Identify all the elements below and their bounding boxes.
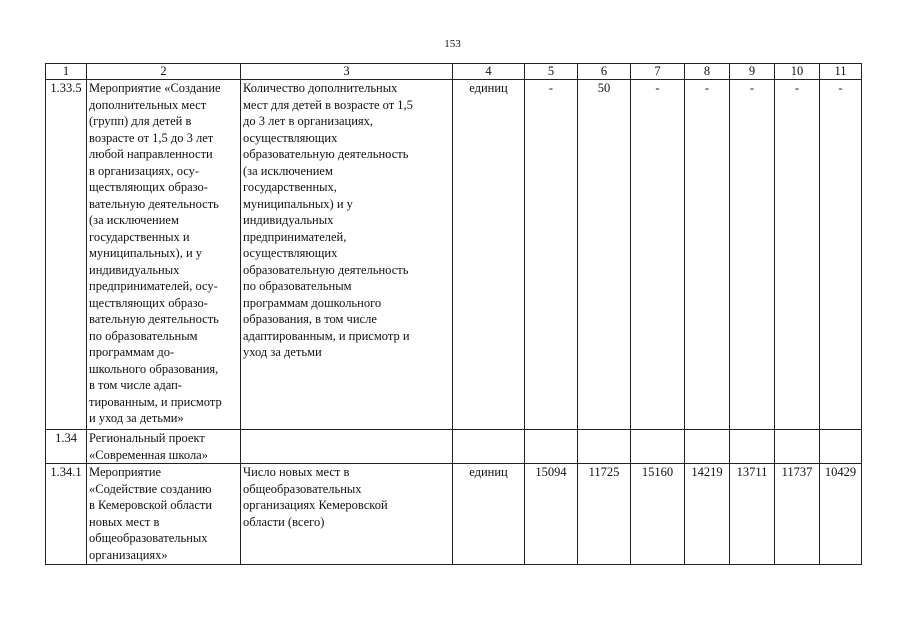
value-cell: 14219 (685, 464, 730, 565)
value-cell: 15094 (525, 464, 578, 565)
value-cell (820, 430, 862, 464)
value-cell (525, 430, 578, 464)
value-cell: - (820, 80, 862, 430)
table-row (46, 464, 862, 565)
indicators-table (45, 63, 862, 565)
value-cell: 15160 (631, 464, 685, 565)
unit-cell: единиц (453, 80, 525, 430)
event-cell: Региональный проект «Современная школа» (87, 430, 241, 464)
column-number: 2 (87, 64, 241, 80)
column-number: 4 (453, 64, 525, 80)
value-cell: 11725 (578, 464, 631, 565)
column-number: 3 (241, 64, 453, 80)
column-number: 11 (820, 64, 862, 80)
column-number: 6 (578, 64, 631, 80)
indicator-cell: Число новых мест в общеобразовательных организациях Кемеровской области (всего) (241, 464, 453, 565)
indicator-cell (241, 430, 453, 464)
row-id: 1.33.5 (46, 80, 87, 430)
unit-cell: единиц (453, 464, 525, 565)
event-cell: Мероприятие «Содействие созданию в Кемеровской области новых мест в общеобразовательных организациях» (87, 464, 241, 565)
event-cell: Мероприятие «Создание дополнительных мест (групп) для детей в возрасте от 1,5 до 3 лет любой направленности в организациях, осу- ществляющих образо- вательную деятельность (за исключением государственных и муниципальных), и у индивидуальных предпринимателей, осу- ществляющих образо- вательную деятельность по образовательным программам до- школьного образования, в том числе адап- тированным, и присмотр и уход за детьми» (87, 80, 241, 430)
column-number: 8 (685, 64, 730, 80)
unit-cell (453, 430, 525, 464)
value-cell (631, 430, 685, 464)
indicator-cell: Количество дополнительных мест для детей в возрасте от 1,5 до 3 лет в организациях, осуществляющих образовательную деятельность (за исключением государственных, муниципальных) и у индивидуальных предпринимателей, осуществляющих образовательную деятельность по образовательным программам дошкольного образования, в том числе адаптированным, и присмотр и уход за детьми (241, 80, 453, 430)
value-cell (685, 430, 730, 464)
page-number: 153 (444, 38, 461, 50)
value-cell: - (775, 80, 820, 430)
column-number: 5 (525, 64, 578, 80)
table-row (46, 430, 862, 464)
value-cell: - (730, 80, 775, 430)
column-number: 1 (46, 64, 87, 80)
value-cell: - (525, 80, 578, 430)
value-cell (730, 430, 775, 464)
value-cell (578, 430, 631, 464)
row-id: 1.34 (46, 430, 87, 464)
value-cell: - (631, 80, 685, 430)
value-cell: 50 (578, 80, 631, 430)
value-cell: 11737 (775, 464, 820, 565)
value-cell (775, 430, 820, 464)
value-cell: - (685, 80, 730, 430)
value-cell: 10429 (820, 464, 862, 565)
row-id: 1.34.1 (46, 464, 87, 565)
value-cell: 13711 (730, 464, 775, 565)
column-number: 9 (730, 64, 775, 80)
column-number: 10 (775, 64, 820, 80)
column-number: 7 (631, 64, 685, 80)
table-row (46, 80, 862, 430)
column-number-row (46, 64, 862, 80)
